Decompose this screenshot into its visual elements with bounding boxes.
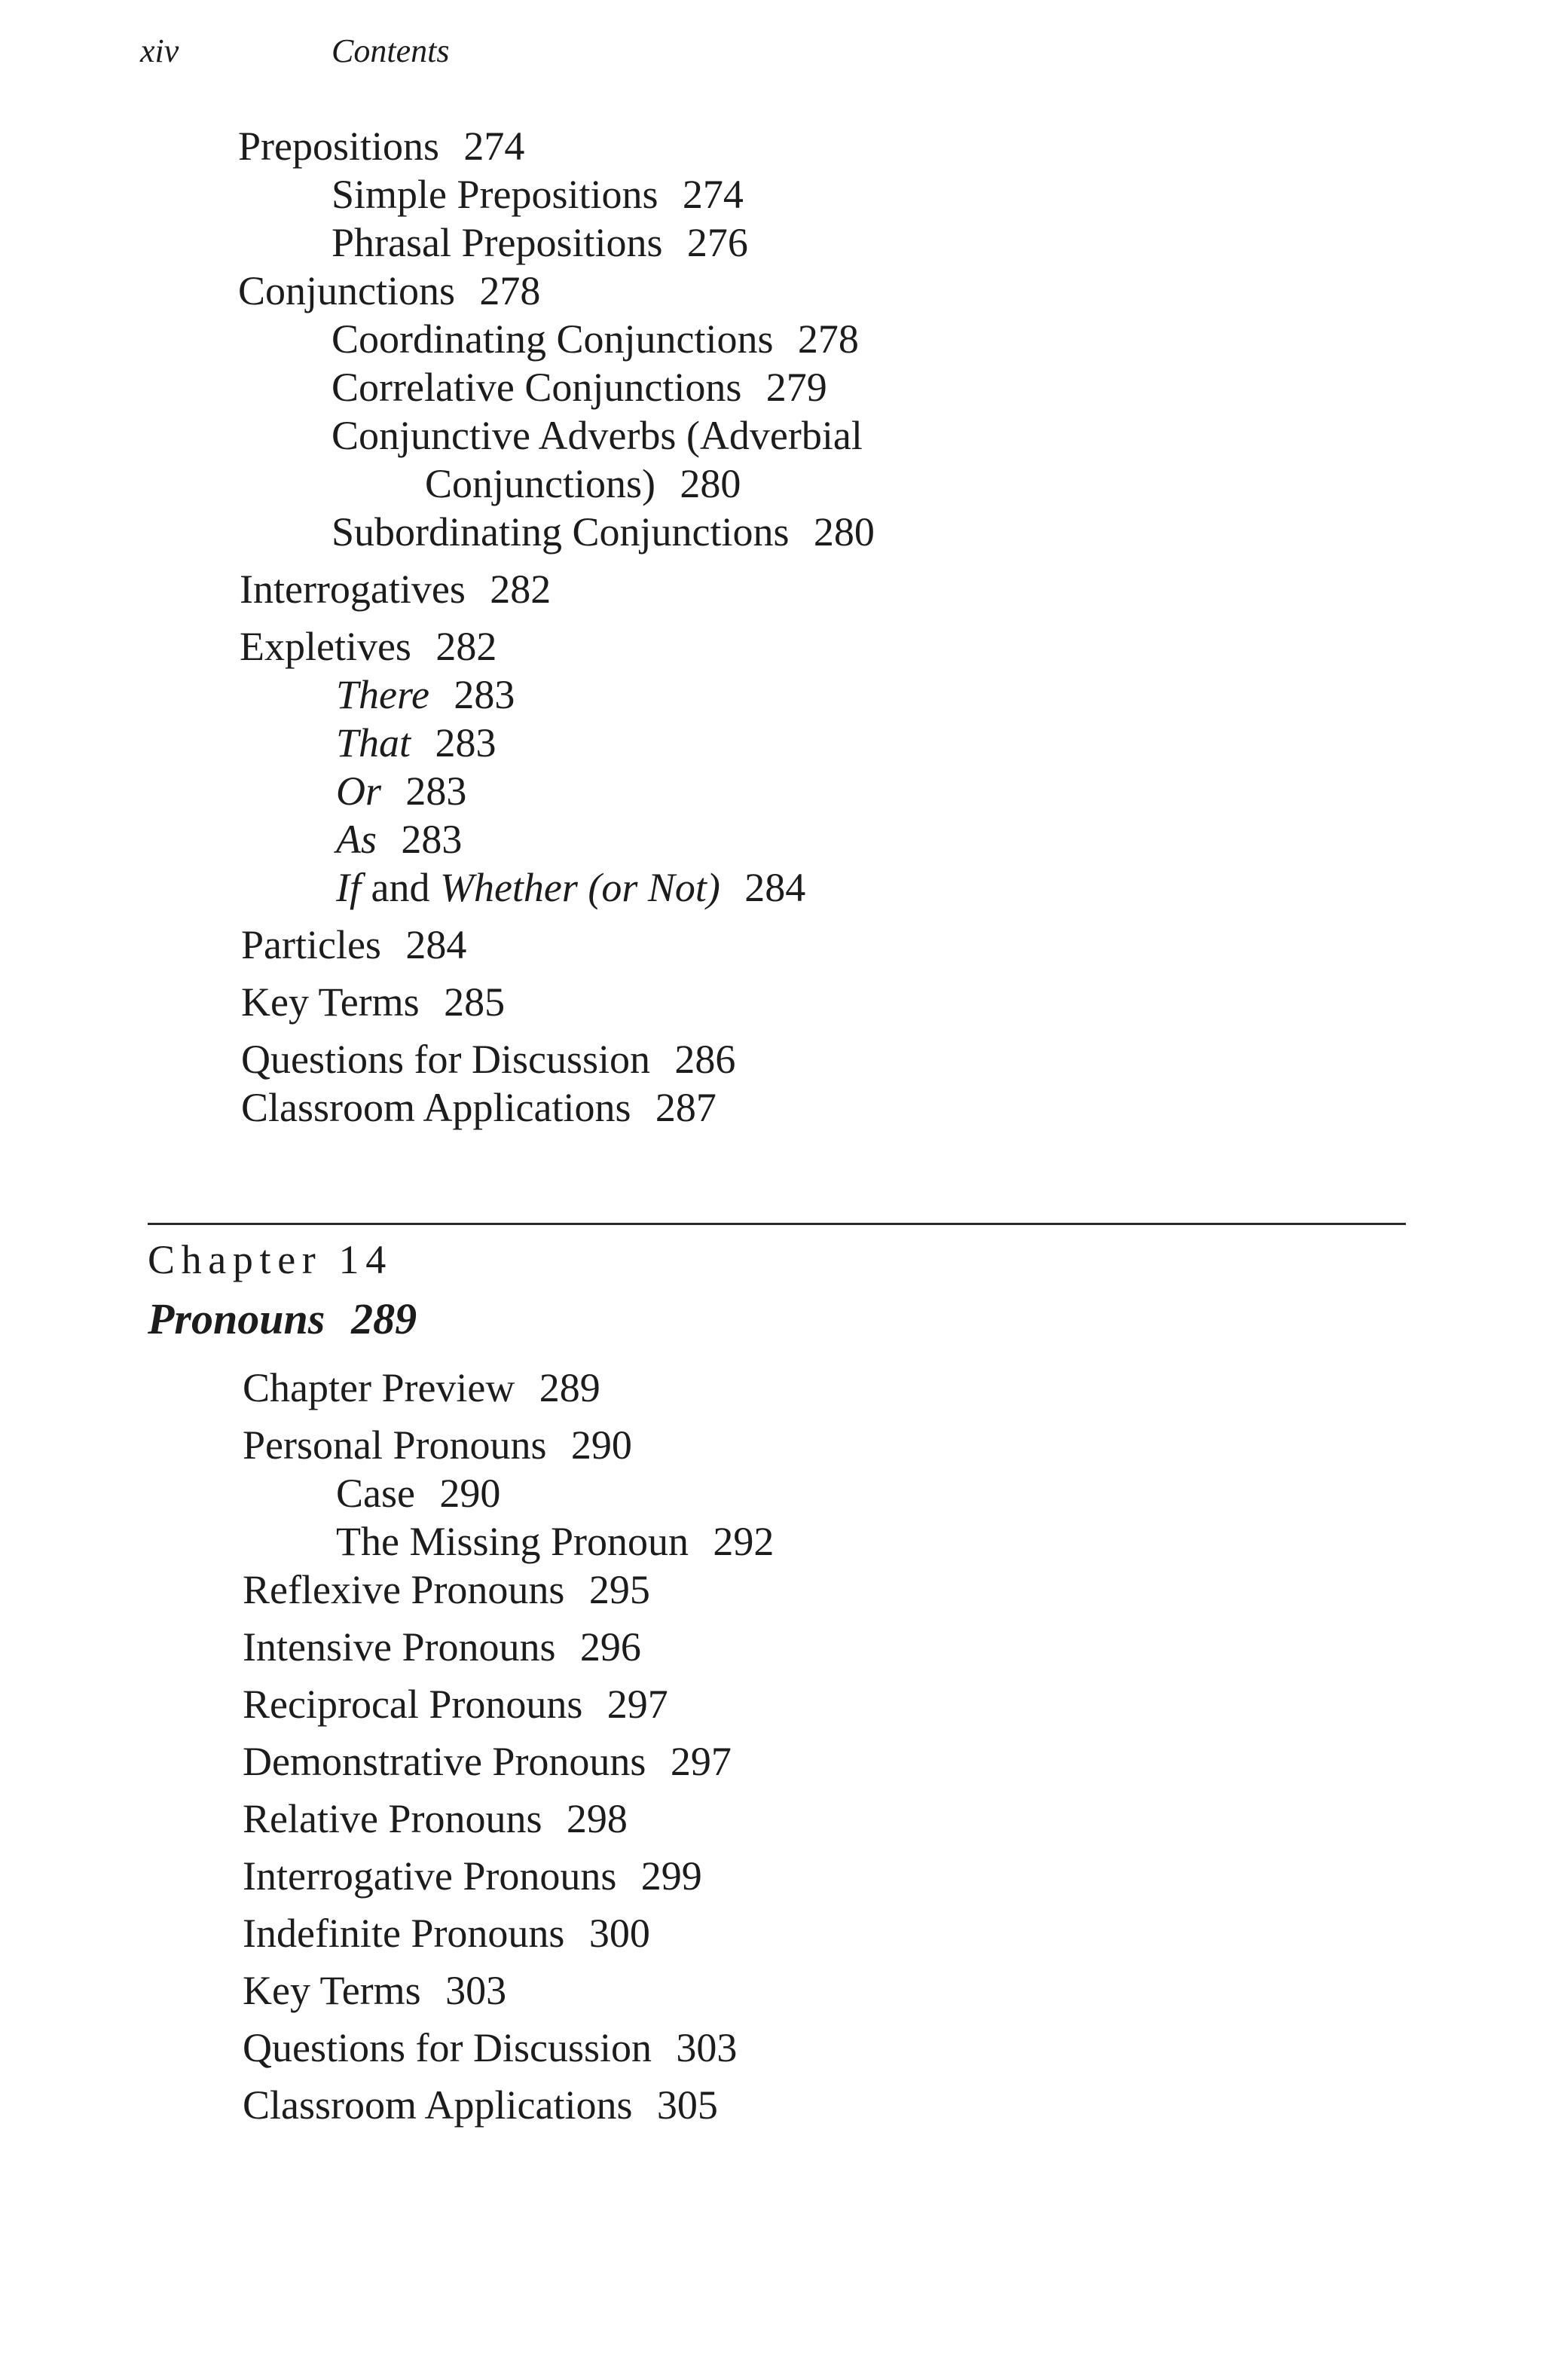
toc-entry-page: 284 <box>405 922 467 967</box>
chapter-title <box>148 1294 417 1344</box>
toc-entry-title: That <box>336 720 411 765</box>
chapter-title-page: 289 <box>351 1294 417 1343</box>
toc-entry <box>243 1737 732 1786</box>
toc-subentry <box>336 671 515 719</box>
toc-entry <box>243 1421 632 1469</box>
toc-entry-title: Key Terms <box>241 979 420 1025</box>
toc-entry-title: Subordinating Conjunctions <box>332 509 790 555</box>
toc-entry-page: 296 <box>579 1624 641 1670</box>
toc-entry <box>241 1083 717 1132</box>
chapter-title-text: Pronouns <box>148 1294 325 1343</box>
toc-entry-title-whether: Whether (or Not) <box>439 865 720 910</box>
toc-entry <box>240 622 497 671</box>
toc-entry-page: 282 <box>490 567 552 612</box>
toc-entry-page: 278 <box>479 268 541 313</box>
toc-entry-page: 287 <box>655 1085 717 1130</box>
toc-entry-page: 286 <box>674 1037 736 1082</box>
toc-entry <box>243 1364 600 1412</box>
toc-entry-page: 284 <box>744 865 806 910</box>
toc-entry-title: Relative Pronouns <box>243 1796 542 1841</box>
toc-entry-page: 305 <box>656 2082 718 2128</box>
toc-entry-title: Personal Pronouns <box>243 1422 547 1468</box>
toc-entry-title: Conjunctions <box>238 268 456 313</box>
toc-entry-page: 276 <box>686 220 748 265</box>
toc-entry-page: 292 <box>713 1519 775 1564</box>
toc-entry-page: 274 <box>682 172 744 217</box>
toc-subentry <box>336 767 466 815</box>
toc-entry-title: Questions for Discussion <box>243 2025 652 2070</box>
toc-entry-title: Expletives <box>240 624 411 669</box>
toc-entry <box>241 1035 735 1083</box>
toc-entry-title: The Missing Pronoun <box>336 1519 689 1564</box>
toc-entry-title: Questions for Discussion <box>241 1037 650 1082</box>
toc-entry-page: 297 <box>607 1682 668 1727</box>
toc-entry-title: Simple Prepositions <box>332 172 658 217</box>
toc-entry-title: Chapter Preview <box>243 1365 515 1410</box>
toc-entry-title: Demonstrative Pronouns <box>243 1739 646 1784</box>
toc-subentry <box>332 170 744 218</box>
toc-entry-title: Phrasal Prepositions <box>332 220 663 265</box>
toc-entry-title: Coordinating Conjunctions <box>332 316 774 362</box>
toc-entry-title: Interrogative Pronouns <box>243 1853 617 1899</box>
toc-entry <box>243 2081 718 2129</box>
toc-entry-title-if: If <box>336 865 361 910</box>
toc-entry-title: Interrogatives <box>240 567 466 612</box>
toc-subentry <box>332 315 859 363</box>
toc-entry-page: 283 <box>401 817 463 862</box>
toc-entry <box>243 1623 641 1671</box>
toc-entry-title: Correlative Conjunctions <box>332 365 742 410</box>
toc-subentry <box>336 1517 774 1566</box>
toc-entry <box>243 1852 702 1900</box>
toc-subentry <box>332 363 827 411</box>
toc-entry-page: 283 <box>405 768 467 814</box>
toc-entry-title: Reflexive Pronouns <box>243 1567 565 1612</box>
toc-entry-title: Intensive Pronouns <box>243 1624 556 1670</box>
toc-entry-page: 285 <box>444 979 506 1025</box>
running-title: Contents <box>332 32 450 69</box>
toc-entry-title: Reciprocal Pronouns <box>243 1682 583 1727</box>
toc-entry-page: 282 <box>435 624 497 669</box>
toc-entry-page: 283 <box>454 672 515 717</box>
toc-entry-title: Indefinite Pronouns <box>243 1911 565 1956</box>
toc-entry-title: There <box>336 672 429 717</box>
toc-entry <box>243 1680 668 1728</box>
toc-entry-title: Or <box>336 768 382 814</box>
toc-entry-page: 283 <box>435 720 497 765</box>
toc-entry-page: 278 <box>797 316 859 362</box>
toc-entry-title: Particles <box>241 922 381 967</box>
toc-entry-page: 297 <box>670 1739 732 1784</box>
toc-entry <box>243 1966 506 2015</box>
toc-entry-title: Conjunctive Adverbs (Adverbial <box>332 413 863 458</box>
toc-entry-page: 290 <box>570 1422 632 1468</box>
toc-entry-title: Prepositions <box>238 124 440 169</box>
toc-entry-title: Classroom Applications <box>243 2082 633 2128</box>
toc-entry <box>238 267 540 315</box>
toc-subentry <box>336 815 462 863</box>
page-number-folio: xiv <box>140 32 179 69</box>
toc-entry-page: 280 <box>813 509 875 555</box>
toc-entry-page: 280 <box>680 461 741 506</box>
toc-entry <box>243 1909 650 1957</box>
chapter-label: Chapter 14 <box>148 1237 393 1282</box>
toc-subentry <box>332 411 863 460</box>
toc-entry-page: 289 <box>539 1365 600 1410</box>
toc-subentry <box>332 218 748 267</box>
toc-entry-page: 299 <box>640 1853 702 1899</box>
toc-entry <box>240 565 551 613</box>
toc-subentry <box>336 1469 500 1517</box>
toc-entry <box>243 1566 650 1614</box>
toc-entry <box>241 978 505 1026</box>
toc-subentry-continuation <box>425 460 741 508</box>
toc-entry-page: 300 <box>588 1911 650 1956</box>
toc-entry-title: Key Terms <box>243 1968 421 2013</box>
toc-entry-title: Classroom Applications <box>241 1085 631 1130</box>
toc-entry-page: 274 <box>463 124 525 169</box>
toc-entry <box>238 122 524 170</box>
toc-entry <box>243 1795 628 1843</box>
toc-entry-title: Case <box>336 1471 415 1516</box>
chapter-divider-rule <box>148 1223 1406 1225</box>
toc-entry-title: Conjunctions) <box>425 461 655 506</box>
toc-entry-page: 298 <box>566 1796 628 1841</box>
toc-entry <box>241 921 466 969</box>
toc-entry-page: 295 <box>588 1567 650 1612</box>
toc-subentry <box>336 863 805 912</box>
toc-entry-page: 303 <box>445 1968 507 2013</box>
toc-entry-page: 290 <box>439 1471 501 1516</box>
toc-entry-page: 303 <box>676 2025 738 2070</box>
toc-entry <box>243 2024 737 2072</box>
toc-entry-title-and: and <box>361 865 440 910</box>
toc-entry-title: As <box>336 817 377 862</box>
toc-entry-page: 279 <box>765 365 827 410</box>
toc-subentry <box>332 508 875 556</box>
toc-subentry <box>336 719 496 767</box>
